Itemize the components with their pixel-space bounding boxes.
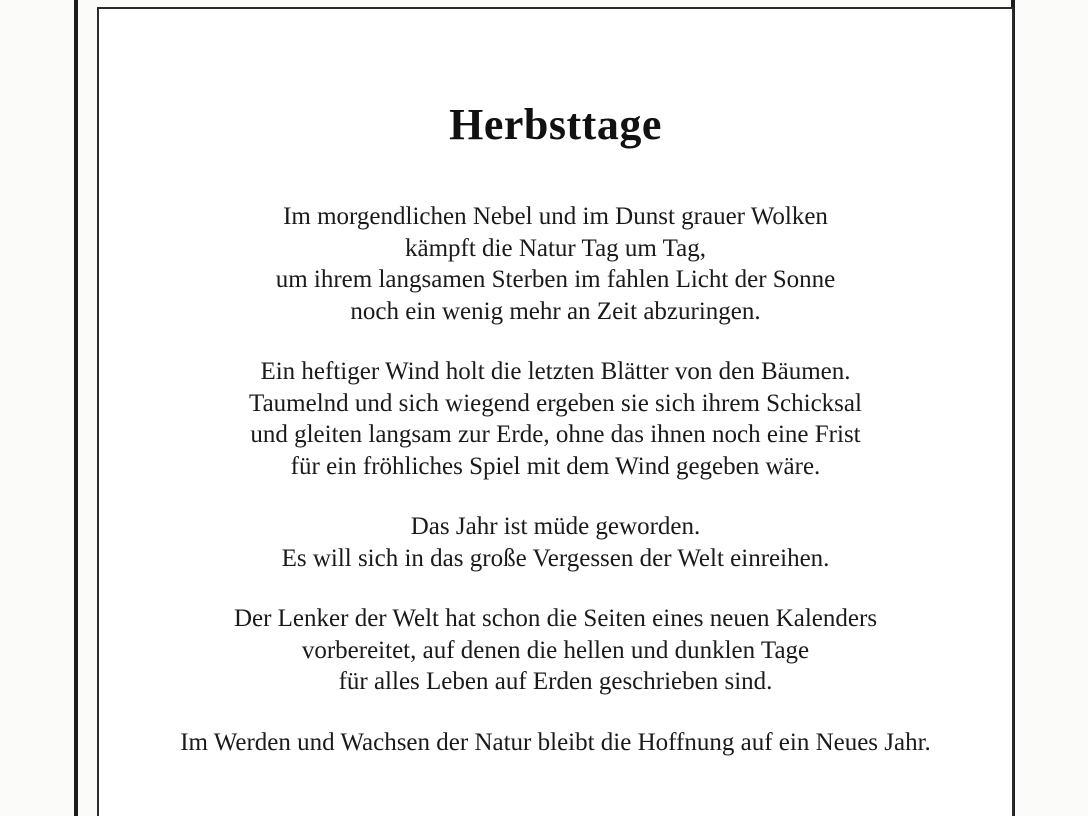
poem-body <box>123 201 988 758</box>
poem-line: Das Jahr ist müde geworden. <box>410 513 701 541</box>
stanza <box>123 727 988 759</box>
stanza <box>123 356 988 482</box>
poem-line: Der Lenker der Welt hat schon die Seiten eines neuen Kalenders <box>233 605 878 633</box>
poem-line: um ihrem langsamen Sterben im fahlen Licht der Sonne <box>275 266 836 294</box>
page-title: Herbsttage <box>449 100 662 149</box>
poem-line: Im Werden und Wachsen der Natur bleibt die Hoffnung auf ein Neues Jahr. <box>180 728 931 756</box>
poem-line: noch ein wenig mehr an Zeit abzuringen. <box>350 297 761 325</box>
poem-line: Es will sich in das große Vergessen der Welt einreihen. <box>281 544 830 572</box>
poem-line: kämpft die Natur Tag um Tag, <box>404 234 707 262</box>
stanza <box>123 201 988 327</box>
poem-line: Ein heftiger Wind holt die letzten Blätter von den Bäumen. <box>260 358 851 386</box>
poem-line: vorbereitet, auf denen die hellen und dunklen Tage <box>301 636 810 664</box>
page-edge-rule-left <box>74 0 78 816</box>
poem-line: Im morgendlichen Nebel und im Dunst grauer Wolken <box>283 203 828 231</box>
poem-line: Taumelnd und sich wiegend ergeben sie sich ihrem Schicksal <box>249 389 862 417</box>
stanza <box>123 603 988 698</box>
poem-line: und gleiten langsam zur Erde, ohne das ihnen noch eine Frist <box>250 421 861 449</box>
poem-line: für ein fröhliches Spiel mit dem Wind gegeben wäre. <box>290 452 821 480</box>
poem-frame <box>97 7 1014 816</box>
stanza <box>123 511 988 574</box>
poem-content <box>99 9 1012 816</box>
poem-line: für alles Leben auf Erden geschrieben sind. <box>338 668 773 696</box>
